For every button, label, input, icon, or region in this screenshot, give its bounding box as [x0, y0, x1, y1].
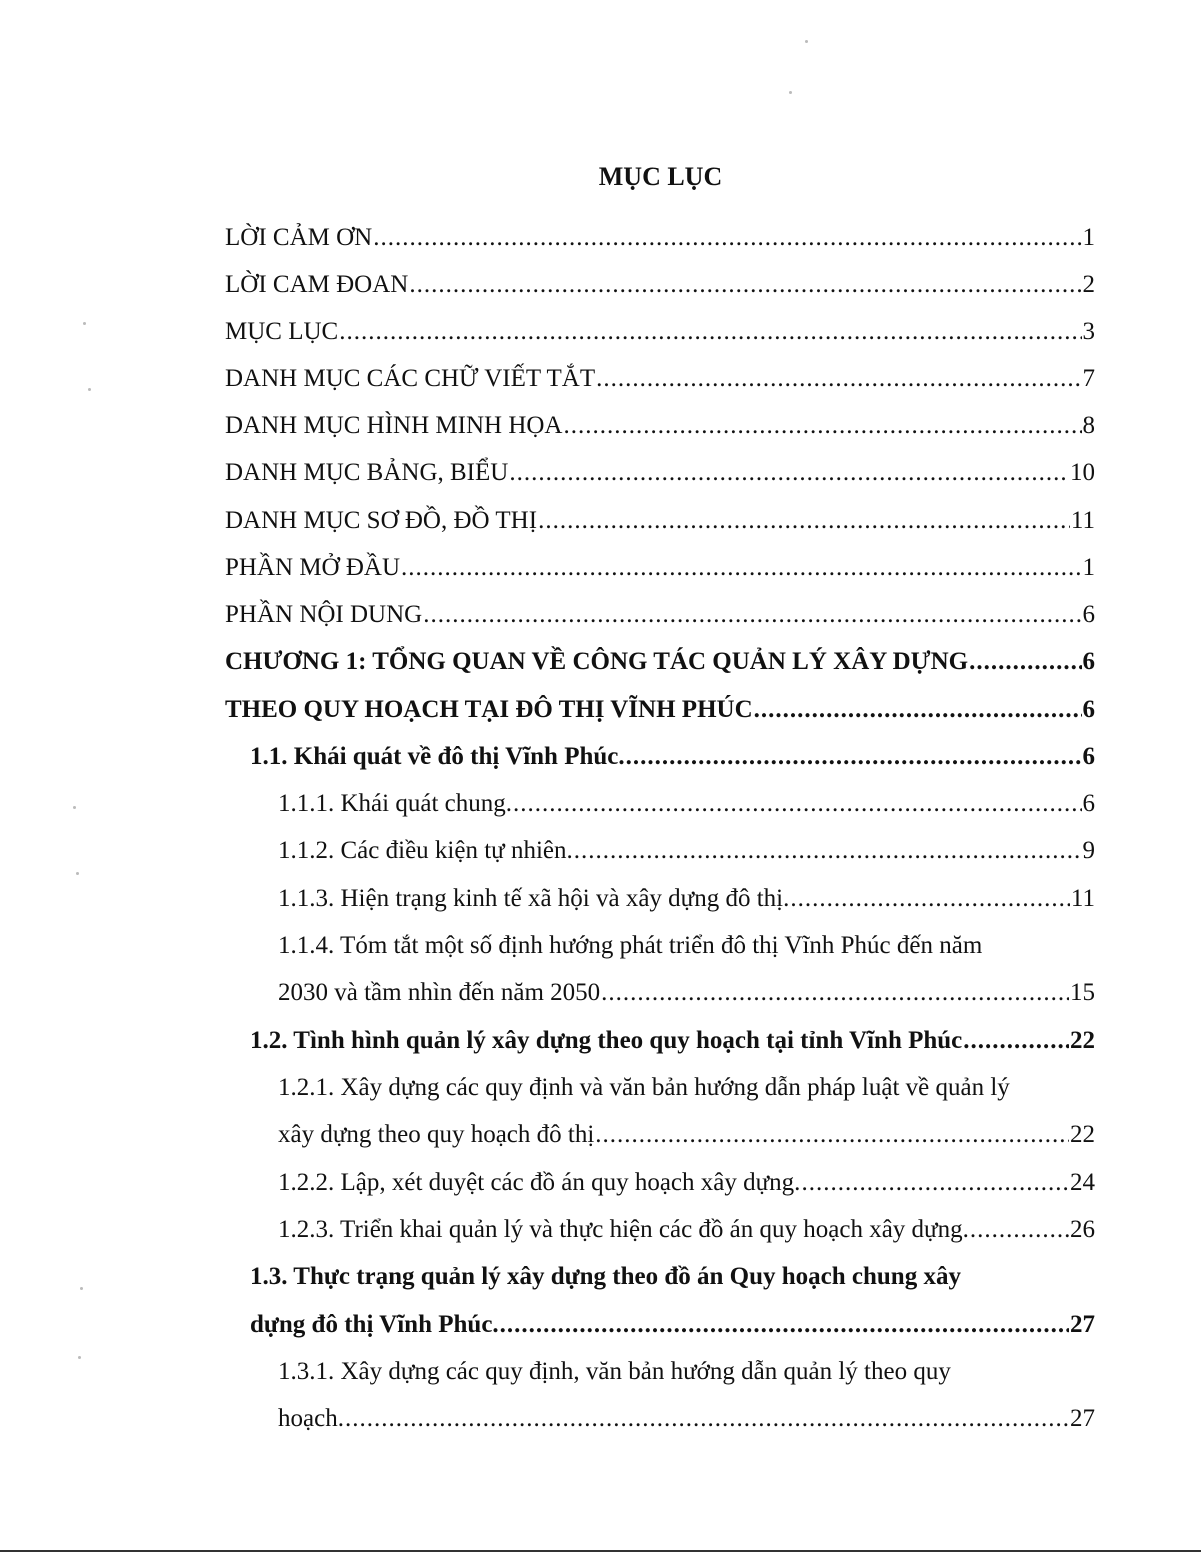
- toc-entry-text: 1.1.2. Các điều kiện tự nhiên.: [278, 837, 573, 864]
- toc-chapter-entry: [225, 647, 1095, 677]
- dot-leader: [626, 742, 1082, 772]
- dot-leader: [574, 836, 1082, 866]
- dot-leader: [564, 411, 1082, 441]
- toc-page-number: 6: [1082, 790, 1095, 817]
- toc-entry-text: LỜI CAM ĐOAN: [225, 271, 409, 298]
- page-title: MỤC LỤC: [598, 162, 723, 191]
- scan-speck: [88, 388, 91, 391]
- toc-page-number: 24: [1070, 1169, 1095, 1196]
- toc-subsection-entry: [278, 1168, 1095, 1198]
- toc-page-number: 6: [1082, 743, 1095, 770]
- toc-entry: [225, 223, 1095, 253]
- toc-page-number: 15: [1070, 979, 1095, 1006]
- toc-entry-text: 1.2.3. Triển khai quản lý và thực hiện các đồ án quy hoạch xây dựng.: [278, 1216, 969, 1243]
- scan-speck: [76, 872, 79, 875]
- toc-subsection-entry: [278, 1404, 1095, 1434]
- scan-speck: [789, 91, 792, 94]
- toc-entry: [225, 553, 1095, 583]
- toc-entry-text: 1.2. Tình hình quản lý xây dựng theo quy hoạch tại tỉnh Vĩnh Phúc: [250, 1027, 963, 1054]
- dot-leader: [345, 1404, 1069, 1434]
- toc-subsection-entry: [278, 789, 1095, 819]
- toc-page-number: 11: [1070, 507, 1095, 534]
- toc-page-number: 6: [1082, 648, 1095, 675]
- toc-page-number: 22: [1070, 1121, 1095, 1148]
- toc-entry: [225, 506, 1095, 536]
- toc-section-entry: [250, 1026, 1095, 1056]
- dot-leader: [513, 789, 1082, 819]
- dot-leader: [790, 884, 1070, 914]
- toc-page-number: 6: [1082, 601, 1095, 628]
- toc-subsection-entry: [278, 1215, 1095, 1245]
- toc-entry-text: 1.1. Khái quát về đô thị Vĩnh Phúc.: [250, 743, 625, 770]
- page-bottom-edge: [0, 1550, 1201, 1552]
- toc-entry-text: THEO QUY HOẠCH TẠI ĐÔ THỊ VĨNH PHÚC: [225, 696, 753, 723]
- dot-leader: [595, 1120, 1069, 1150]
- toc-subsection-text: 1.3.1. Xây dựng các quy định, văn bản hướng dẫn quản lý theo quy: [278, 1358, 951, 1385]
- dot-leader: [500, 1310, 1069, 1340]
- toc-entry-text: MỤC LỤC: [225, 318, 339, 345]
- toc-page-number: 26: [1070, 1216, 1095, 1243]
- toc-entry-text: CHƯƠNG 1: TỔNG QUAN VỀ CÔNG TÁC QUẢN LÝ XÂY DỰNG: [225, 648, 969, 675]
- toc-entry-text: dựng đô thị Vĩnh Phúc.: [250, 1311, 499, 1338]
- toc-subsection-text: 1.1.4. Tóm tắt một số định hướng phát triển đô thị Vĩnh Phúc đến năm: [278, 932, 983, 959]
- toc-page-number: 9: [1082, 837, 1095, 864]
- dot-leader: [409, 270, 1081, 300]
- dot-leader: [801, 1168, 1069, 1198]
- toc-entry-text: hoạch.: [278, 1405, 344, 1432]
- dot-leader: [509, 458, 1069, 488]
- toc-entry: [225, 364, 1095, 394]
- dot-leader: [339, 317, 1081, 347]
- toc-entry-text: DANH MỤC CÁC CHỮ VIẾT TẮT: [225, 365, 596, 392]
- scan-speck: [80, 1287, 83, 1290]
- toc-subsection-entry: [278, 884, 1095, 914]
- toc-page-number: 22: [1070, 1027, 1095, 1054]
- dot-leader: [538, 506, 1070, 536]
- toc-entry: [225, 317, 1095, 347]
- toc-page-number: 11: [1070, 885, 1095, 912]
- toc-page-number: 8: [1082, 412, 1095, 439]
- toc-entry-text: LỜI CẢM ƠN: [225, 224, 373, 251]
- toc-entry-text: 2030 và tầm nhìn đến năm 2050: [278, 979, 601, 1006]
- toc-entry-text: DANH MỤC HÌNH MINH HỌA: [225, 412, 563, 439]
- toc-section-entry: [250, 742, 1095, 772]
- toc-page-number: 7: [1082, 365, 1095, 392]
- toc-entry: [225, 600, 1095, 630]
- scan-speck: [78, 1356, 81, 1359]
- toc-subsection-entry: [278, 1120, 1095, 1150]
- dot-leader: [596, 364, 1081, 394]
- toc-entry-text: 1.2.2. Lập, xét duyệt các đồ án quy hoạch xây dựng.: [278, 1169, 801, 1196]
- toc-entry-text: DANH MỤC SƠ ĐỒ, ĐỒ THỊ: [225, 507, 538, 534]
- dot-leader: [601, 978, 1069, 1008]
- toc-entry: [225, 458, 1095, 488]
- toc-entry-text: 1.1.3. Hiện trạng kinh tế xã hội và xây dựng đô thị.: [278, 885, 790, 912]
- dot-leader: [963, 1026, 1069, 1056]
- toc-chapter-entry: [225, 695, 1095, 725]
- toc-entry-text: 1.1.1. Khái quát chung.: [278, 790, 512, 817]
- toc-page-number: 3: [1082, 318, 1095, 345]
- toc-entry: [225, 411, 1095, 441]
- scan-speck: [73, 806, 76, 809]
- toc-entry-text: PHẦN MỞ ĐẦU: [225, 554, 401, 581]
- toc-page-number: 1: [1082, 554, 1095, 581]
- dot-leader: [754, 695, 1082, 725]
- dot-leader: [970, 1215, 1069, 1245]
- dot-leader: [401, 553, 1081, 583]
- toc-page-number: 27: [1070, 1311, 1095, 1338]
- toc-section-text: 1.3. Thực trạng quản lý xây dựng theo đồ án Quy hoạch chung xây: [250, 1263, 961, 1290]
- scan-speck: [805, 40, 808, 43]
- toc-subsection-entry: [278, 978, 1095, 1008]
- scan-speck: [83, 322, 86, 325]
- toc-page-number: 6: [1082, 696, 1095, 723]
- dot-leader: [969, 647, 1081, 677]
- toc-subsection-text: 1.2.1. Xây dựng các quy định và văn bản hướng dẫn pháp luật về quản lý: [278, 1074, 1010, 1101]
- toc-page-number: 10: [1070, 459, 1095, 486]
- toc-subsection-entry: [278, 836, 1095, 866]
- dot-leader: [373, 223, 1081, 253]
- toc-entry: [225, 270, 1095, 300]
- toc-entry-text: DANH MỤC BẢNG, BIỂU: [225, 459, 509, 486]
- toc-page-number: 27: [1070, 1405, 1095, 1432]
- toc-page-number: 2: [1082, 271, 1095, 298]
- toc-entry-text: xây dựng theo quy hoạch đô thị: [278, 1121, 595, 1148]
- toc-section-entry: [250, 1310, 1095, 1340]
- toc-page-number: 1: [1082, 224, 1095, 251]
- toc-entry-text: PHẦN NỘI DUNG: [225, 601, 423, 628]
- dot-leader: [423, 600, 1081, 630]
